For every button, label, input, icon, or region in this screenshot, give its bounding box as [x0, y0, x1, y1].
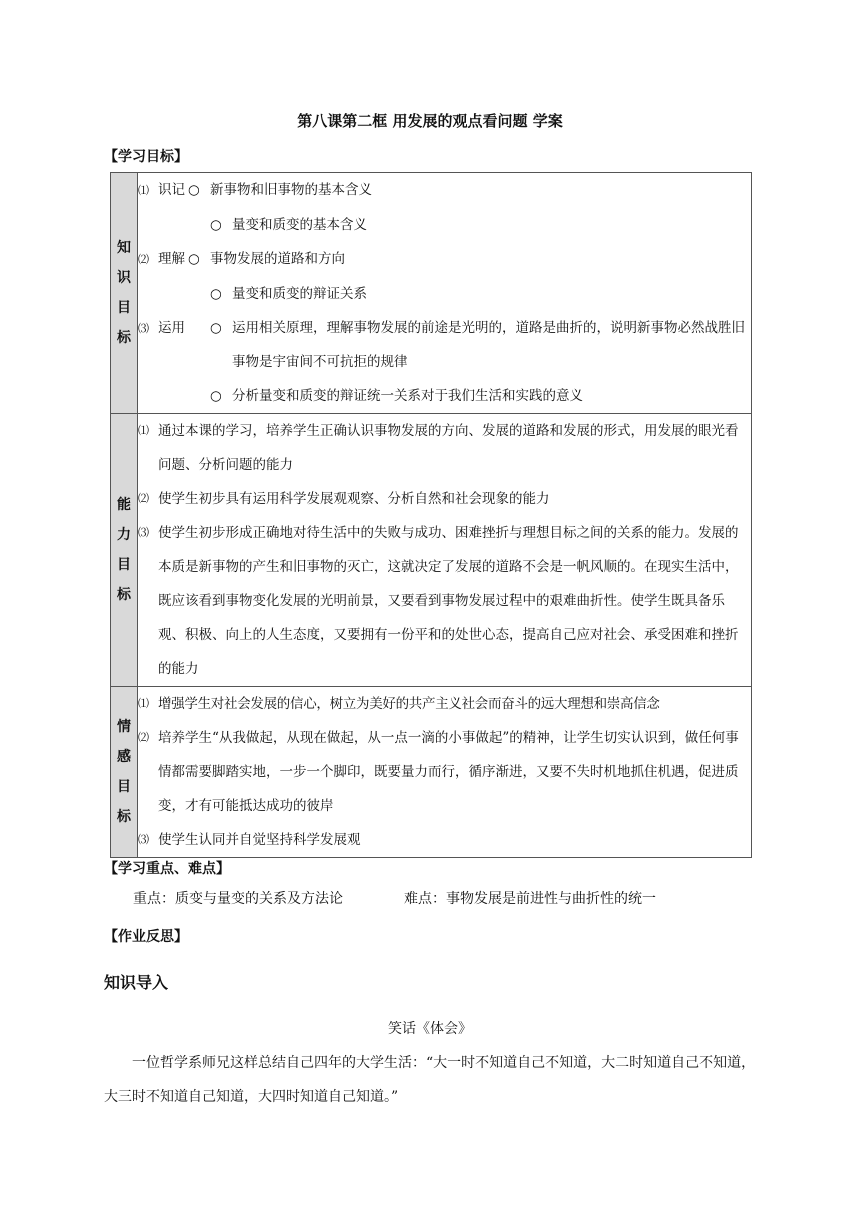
- section-heading-goals: 【学习目标】: [104, 149, 188, 165]
- list-item: ○ 量变和质变的基本含义: [138, 208, 751, 242]
- joke-title: 笑话《体会》: [388, 1021, 472, 1037]
- key-point: 重点：质变与量变的关系及方法论: [133, 891, 343, 907]
- table-row-emotion: [111, 687, 752, 858]
- circle-bullet-icon: ○: [188, 182, 200, 198]
- list-item: ⑴ 识记 ○ 新事物和旧事物的基本含义: [138, 173, 751, 208]
- circle-bullet-icon: ○: [210, 286, 222, 302]
- list-item: ⑵ 使学生初步具有运用科学发展观观察、分析自然和社会现象的能力: [138, 491, 550, 507]
- category-emotion: 情感目标: [111, 687, 138, 858]
- category-ability: 能力目标: [111, 414, 138, 687]
- list-item: ⑵ 培养学生“从我做起，从现在做起，从一点一滴的小事做起”的精神，让学生切实认识到，做任何事情都需要脚踏实地，一步一个脚印，既要量力而行，循序渐进，又要不失时机地抓住机遇，促进质变，才有可能抵达成功的彼岸: [138, 730, 739, 814]
- ability-goals-cell: [138, 414, 752, 687]
- section-heading-reflection: 【作业反思】: [104, 929, 188, 945]
- list-item: ○ 量变和质变的辩证关系: [138, 277, 751, 311]
- list-item: ⑶ 使学生初步形成正确地对待生活中的失败与成功、困难挫折与理想目标之间的关系的能力。发展的本质是新事物的产生和旧事物的灭亡，这就决定了发展的道路不会是一帆风顺的。在现实生活中，既应该看到事物变化发展的光明前景，又要看到事物发展过程中的艰难曲折性。使学生既具备乐观、积极、向上的人生态度，又要拥有一份平和的处世心态，提高自己应对社会、承受困难和挫折的能力: [138, 525, 739, 677]
- table-row-ability: [111, 414, 752, 687]
- list-item: ○ 分析量变和质变的辩证统一关系对于我们生活和实践的意义: [138, 379, 751, 413]
- document-title: 第八课第二框 用发展的观点看问题 学案: [297, 112, 563, 130]
- circle-bullet-icon: ○: [210, 320, 222, 336]
- list-item: ⑴ 通过本课的学习，培养学生正确认识事物发展的方向、发展的道路和发展的形式，用发展的眼光看问题、分析问题的能力: [138, 423, 739, 473]
- table-row-knowledge: [111, 173, 752, 414]
- circle-bullet-icon: ○: [210, 217, 222, 233]
- circle-bullet-icon: ○: [188, 251, 200, 267]
- list-item: ⑶ 运用 ○ 运用相关原理，理解事物发展的前途是光明的，道路是曲折的，说明新事物必然战胜旧事物是宇宙间不可抗拒的规律: [138, 311, 751, 379]
- list-item: ⑴ 增强学生对社会发展的信心，树立为美好的共产主义社会而奋斗的远大理想和崇高信念: [138, 696, 660, 712]
- difficult-point: 难点：事物发展是前进性与曲折性的统一: [404, 891, 656, 907]
- category-knowledge: 知识目标: [111, 173, 138, 414]
- intro-heading: 知识导入: [104, 973, 169, 992]
- knowledge-goals-cell: [138, 173, 752, 414]
- list-item: ⑵ 理解 ○ 事物发展的道路和方向: [138, 242, 751, 277]
- list-item: ⑶ 使学生认同并自觉坚持科学发展观: [138, 832, 361, 848]
- section-heading-focus: 【学习重点、难点】: [104, 861, 230, 877]
- joke-paragraph: 一位哲学系师兄这样总结自己四年的大学生活：“大一时不知道自己不知道，大二时知道自己不知道，大三时不知道自己知道，大四时知道自己知道。”: [104, 1055, 756, 1105]
- emotion-goals-cell: [138, 687, 752, 858]
- circle-bullet-icon: ○: [210, 388, 222, 404]
- learning-goals-table: [110, 172, 752, 858]
